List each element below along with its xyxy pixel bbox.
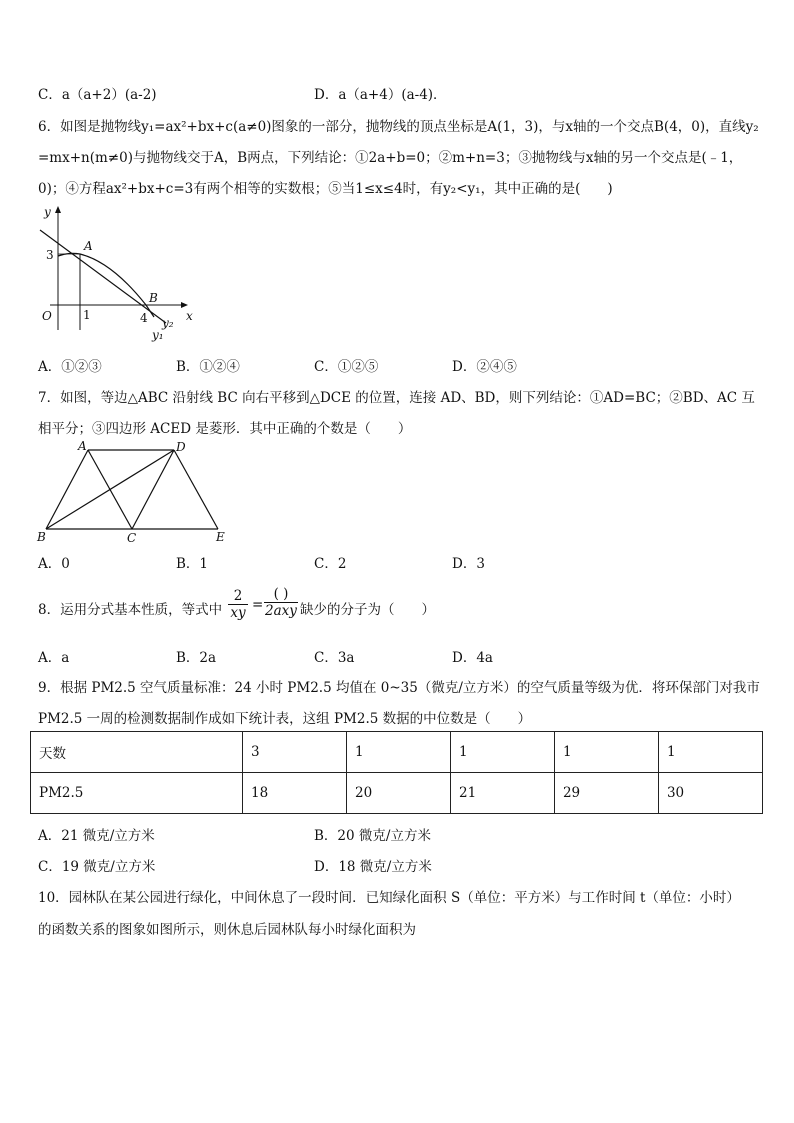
q10-text-line1: 10．园林队在某公园进行绿化，中间休息了一段时间．已知绿化面积 S（单位：平方米）与工作时间 t（单位：小时） [38,890,740,906]
q8-option-a: A．a [38,650,70,666]
q8-option-d: D．4a [452,650,493,666]
segment-de [174,450,218,529]
graph-point-b: B [149,291,158,305]
q5-option-c: C．a（a+2）(a-2) [38,87,157,103]
table-cell: 1 [347,732,451,773]
q8-fraction-right [264,586,298,619]
segment-bd [46,450,174,529]
figure-label-d: D [176,440,186,454]
figure-label-c: C [127,531,137,545]
segment-cd [132,450,174,529]
graph-origin-label: O [42,309,52,323]
q6-option-b: B．①②④ [176,359,240,375]
q6-text-line2: =mx+n(m≠0)与抛物线交于A，B两点，下列结论：①2a+b=0；②m+n=3；③抛物线与x轴的另一个交点是(﹣1， [38,150,743,166]
graph-label-y2: y₂ [162,316,174,330]
q8-frac1-denominator: xy [230,605,246,621]
q7-text-line1: 7．如图，等边△ABC 沿射线 BC 向右平移到△DCE 的位置，连接 AD、BD，则下列结论：①AD=BC；②BD、AC 互 [38,390,755,406]
q10-text-line2: 的函数关系的图象如图所示，则休息后园林队每小时绿化面积为 [38,922,416,938]
q7-trapezoid-figure [34,438,234,546]
table-cell: 1 [450,732,554,773]
table-cell: 20 [347,773,451,814]
table-cell: 天数 [31,732,243,773]
q8-frac2-numerator: ( ) [273,586,289,602]
graph-x-label: x [186,309,193,323]
q5-option-d: D．a（a+4）(a-4)． [314,87,447,103]
table-cell: 1 [658,732,762,773]
table-cell: 3 [243,732,347,773]
q8-text-prefix: 8．运用分式基本性质，等式中 [38,602,223,618]
table-cell: 1 [554,732,658,773]
q7-option-b: B．1 [176,556,209,572]
q8-text-suffix: 缺少的分子为（ ） [300,602,435,618]
q9-option-d: D．18 微克/立方米 [314,859,432,875]
q9-text-line2: PM2.5 一周的检测数据制作成如下统计表，这组 PM2.5 数据的中位数是（ ） [38,711,532,727]
q8-option-b: B．2a [176,650,217,666]
q7-option-c: C．2 [314,556,347,572]
segment-ab [46,450,88,529]
parabola-curve [58,253,154,317]
q9-option-c: C．19 微克/立方米 [38,859,156,875]
q6-parabola-graph [36,202,196,342]
table-cell: 18 [243,773,347,814]
graph-y-label: y [44,205,51,219]
graph-tick-1: 1 [83,308,91,322]
pm25-table [30,731,763,814]
figure-label-b: B [37,530,46,544]
q8-equals: = [252,597,264,613]
q6-text-line3: 0)；④方程ax²+bx+c=3有两个相等的实数根；⑤当1≤x≤4时，有y₂<y₁，其中正确的是( ) [38,181,613,197]
q6-text-line1: 6．如图是抛物线y₁=ax²+bx+c(a≠0)图象的一部分，抛物线的顶点坐标是A(1，3)，与x轴的一个交点B(4，0)，直线y₂ [38,119,759,135]
q9-option-a: A．21 微克/立方米 [38,828,155,844]
table-cell: 30 [658,773,762,814]
figure-label-a: A [78,439,87,453]
q7-option-a: A．0 [38,556,70,572]
y-axis-arrow [55,206,61,213]
line-y2 [40,230,166,323]
q6-option-a: A．①②③ [38,359,102,375]
q7-text-line2: 相平分；③四边形 ACED 是菱形．其中正确的个数是（ ） [38,421,412,437]
table-cell: 21 [450,773,554,814]
q8-frac1-numerator: 2 [233,588,243,604]
q6-option-d: D．②④⑤ [452,359,517,375]
q7-option-d: D．3 [452,556,485,572]
q8-option-c: C．3a [314,650,355,666]
table-row [31,732,763,773]
graph-point-a: A [84,239,93,253]
table-row [31,773,763,814]
table-cell: 29 [554,773,658,814]
figure-label-e: E [216,530,225,544]
graph-label-y1: y₁ [152,328,164,342]
graph-tick-3: 3 [46,248,54,262]
table-cell: PM2.5 [31,773,243,814]
x-axis-arrow [181,302,188,308]
q8-fraction-left [228,588,248,621]
q9-text-line1: 9．根据 PM2.5 空气质量标准：24 小时 PM2.5 均值在 0~35（微克/立方米）的空气质量等级为优．将环保部门对我市 [38,680,760,696]
q6-option-c: C．①②⑤ [314,359,379,375]
q9-option-b: B．20 微克/立方米 [314,828,431,844]
graph-tick-4: 4 [140,311,148,325]
q8-frac2-denominator: 2axy [265,603,297,619]
